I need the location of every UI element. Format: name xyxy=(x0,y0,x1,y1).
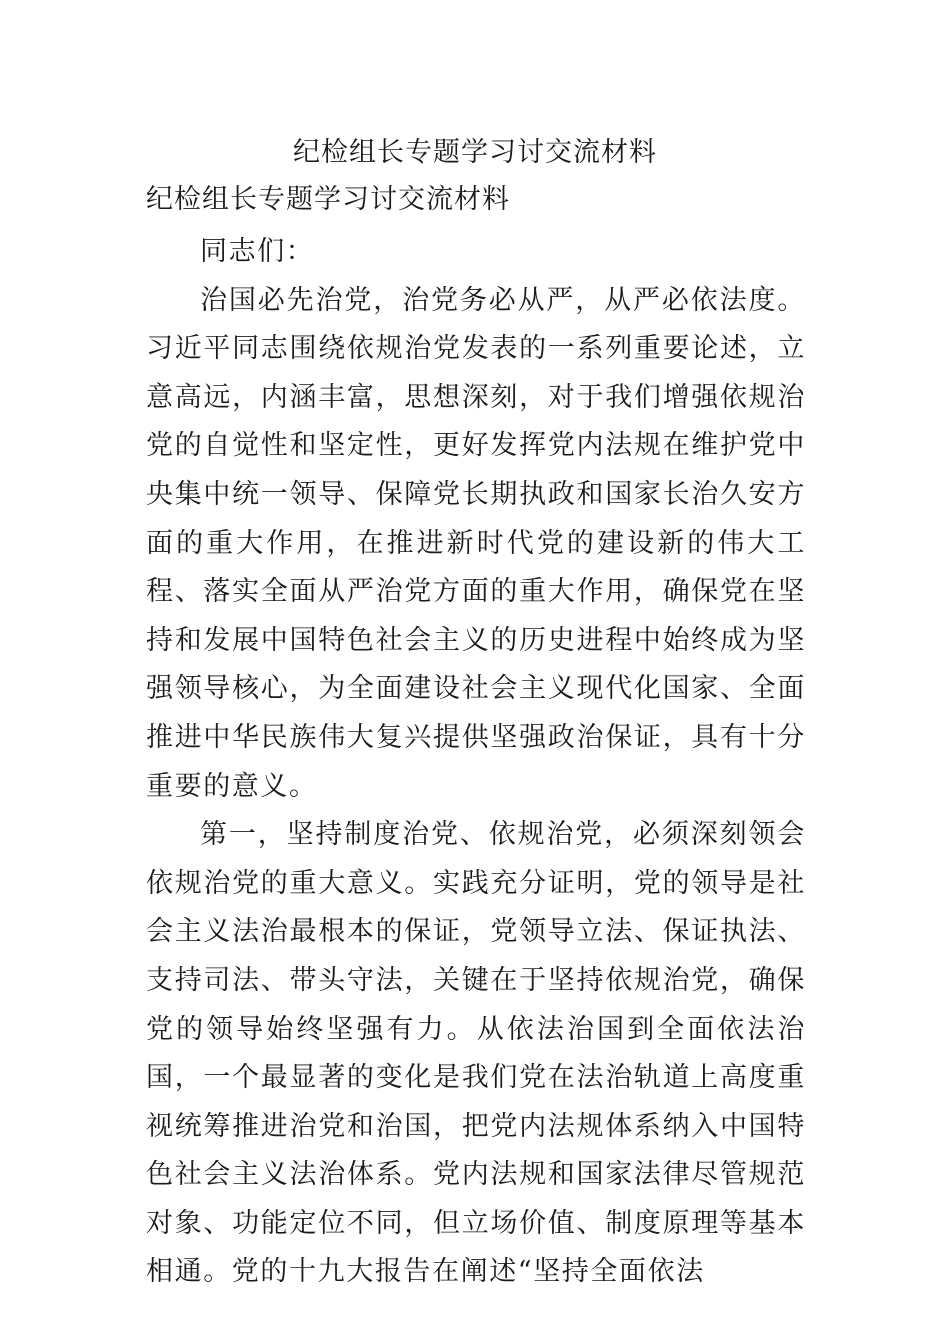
document-title: 纪检组长专题学习讨交流材料 xyxy=(293,137,657,168)
paragraph-1: 治国必先治党，治党务必从严，从严必依法度。习近平同志围绕依规治党发表的一系列重要论述，立意高远，内涵丰富，思想深刻，对于我们增强依规治党的自觉性和坚定性，更好发挥党内法规在维护党中央集中统一领导、保障党长期执政和国家长治久安方面的重大作用，在推进新时代党的建设新的伟大工程、落实全面从严治党方面的重大作用，确保党在坚持和发展中国特色社会主义的历史进程中始终成为坚强领导核心，为全面建设社会主义现代化国家、全面推进中华民族伟大复兴提供坚强政治保证，具有十分重要的意义。 xyxy=(146,284,806,802)
document-body xyxy=(146,228,806,1297)
greeting: 同志们： xyxy=(200,236,315,267)
paragraph-2: 第一，坚持制度治党、依规治党，必须深刻领会依规治党的重大意义。实践充分证明，党的领导是社会主义法治最根本的保证，党领导立法、保证执法、支持司法、带头守法，关键在于坚持依规治党，确保党的领导始终坚强有力。从依法治国到全面依法治国，一个最显著的变化是我们党在法治轨道上高度重视统筹推进治党和治国，把党内法规体系纳入中国特色社会主义法治体系。党内法规和国家法律尽管规范对象、功能定位不同，但立场价值、制度原理等基本相通。党的十九大报告在阐述“坚持全面依法 xyxy=(146,819,806,1288)
document-subtitle: 纪检组长专题学习讨交流材料 xyxy=(146,184,510,215)
